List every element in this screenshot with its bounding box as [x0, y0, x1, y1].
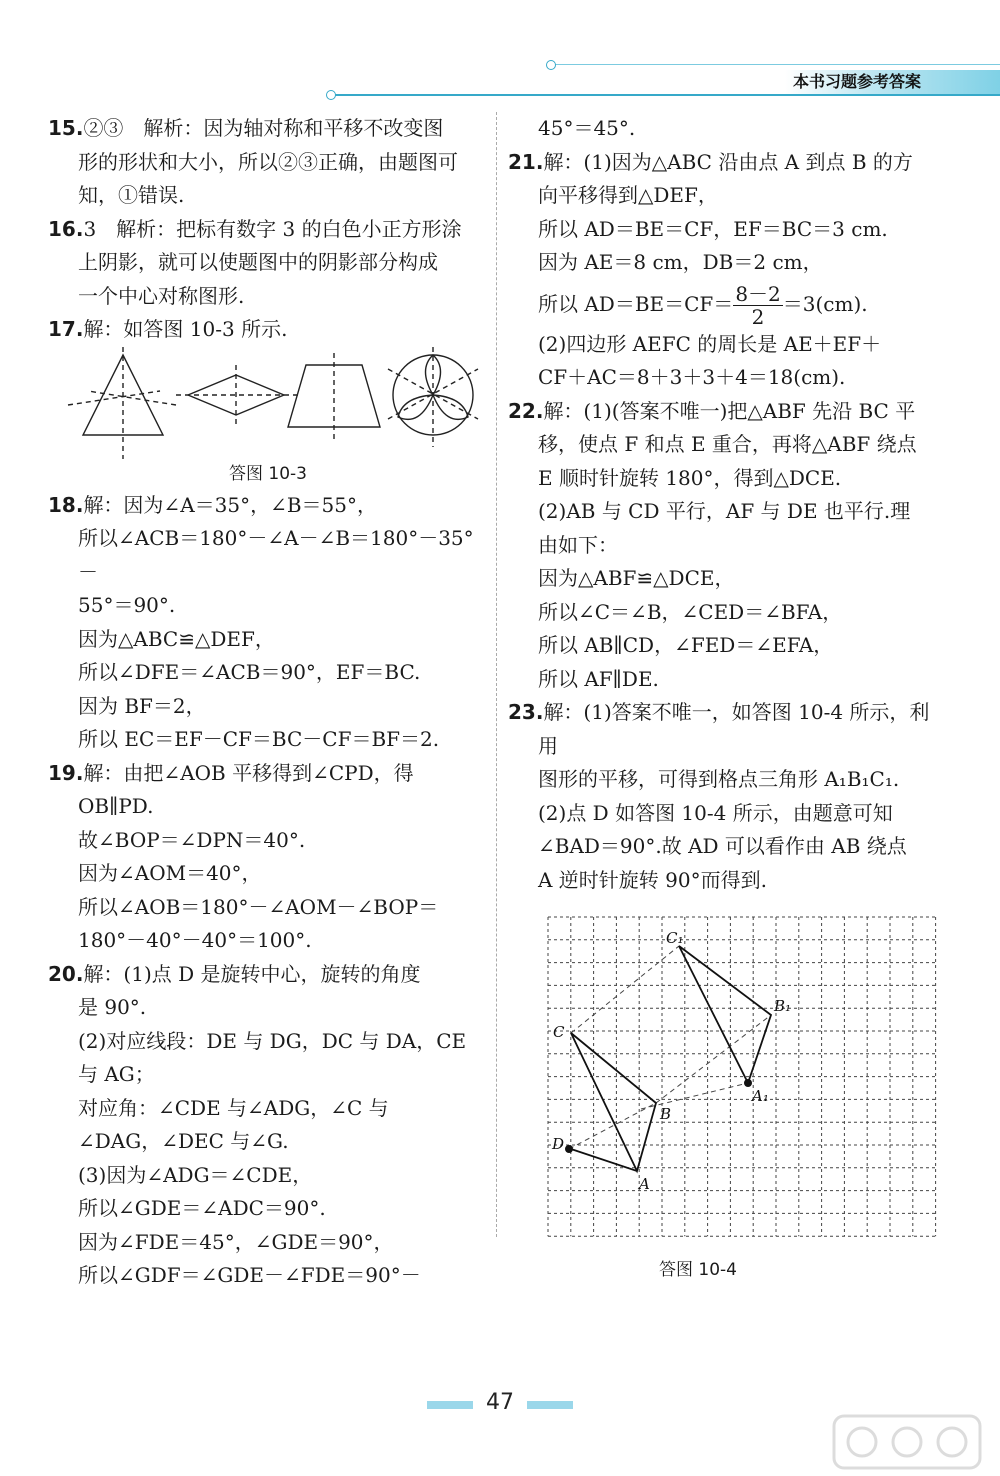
text-line [48, 313, 488, 347]
text-line [48, 891, 488, 925]
line-text: 所以 EC＝EF－CF＝BC－CF＝BF＝2. [78, 727, 440, 751]
text-line [508, 462, 948, 496]
line-text: 上阴影，就可以使题图中的阴影部分构成 [78, 250, 438, 274]
line-text: 是 90°. [78, 995, 147, 1019]
question-number: 20. [48, 961, 84, 986]
line-text: 移，使点 F 和点 E 重合，再将△ABF 绕点 [538, 432, 917, 456]
line-text: 解：因为∠A＝35°，∠B＝55°， [83, 492, 377, 517]
line-text: 形的形状和大小，所以②③正确，由题图可 [78, 149, 458, 174]
text-line [508, 562, 948, 596]
column-divider [496, 112, 497, 1237]
watermark-logo [832, 1412, 982, 1472]
line-text: 所以∠DFE＝∠ACB＝90°，EF＝BC. [78, 660, 421, 684]
line-text: 180°－40°－40°＝100°. [78, 928, 312, 952]
text-line [508, 596, 948, 630]
page-number: 47 [486, 1390, 514, 1415]
answers-18-20 [48, 489, 488, 1293]
text-line [48, 1125, 488, 1159]
text-line [48, 246, 488, 280]
line-text: 所以∠GDE＝∠ADC＝90°. [78, 1196, 326, 1220]
label-A1: A₁ [752, 1087, 769, 1105]
line-text: 因为∠FDE＝45°，∠GDE＝90°， [78, 1229, 394, 1254]
line-text: 知，①错误. [78, 183, 185, 207]
fraction-denominator: 2 [751, 304, 765, 329]
line-text: ②③ 解析：因为轴对称和平移不改变图 [83, 116, 444, 140]
text-line [48, 1259, 488, 1293]
footer-bar-left [427, 1401, 473, 1409]
text-line [508, 213, 948, 247]
line-text: 解：(1)答案不唯一，如答图 10-4 所示，利用 [538, 700, 930, 758]
line-text: 解：由把∠AOB 平移得到∠CPD，得 [83, 760, 414, 785]
label-B: B [660, 1105, 672, 1123]
line-text: 所以∠ACB＝180°－∠A－∠B＝180°－35°－ [78, 526, 474, 584]
question-number: 22. [508, 398, 544, 423]
question-number: 17. [48, 317, 84, 341]
text-line [48, 179, 488, 213]
question-number: 16. [48, 216, 84, 241]
label-C: C [553, 1023, 565, 1041]
text-line [508, 629, 948, 663]
text-line [48, 1092, 488, 1126]
text-line [48, 146, 488, 180]
line-text: 由如下： [538, 532, 618, 557]
line-text: OB∥PD. [78, 794, 154, 818]
figure-10-3 [48, 347, 488, 459]
text-line [508, 797, 948, 831]
line-text: 55°＝90°. [78, 593, 176, 617]
label-D: D [552, 1135, 565, 1153]
text-line [48, 656, 488, 690]
figure-caption: 答图 10-4 [659, 1260, 737, 1280]
line-text: 解：如答图 10-3 所示. [83, 317, 288, 341]
figure-10-4 [508, 903, 948, 1255]
question-number: 15. [48, 116, 84, 140]
question-number: 18. [48, 492, 84, 517]
running-header: 本书习题参考答案 [785, 70, 1000, 94]
line-text: 解：(1)点 D 是旋转中心，旋转的角度 [83, 961, 421, 986]
text-line [508, 395, 948, 429]
left-column [48, 112, 488, 1293]
label-C1: C₁ [666, 929, 684, 947]
text-line [48, 589, 488, 623]
text-line [508, 428, 948, 462]
text-line [508, 246, 948, 280]
text-line [508, 830, 948, 864]
line-text: 所以 AF∥DE. [538, 666, 659, 691]
line-text: 因为△ABC≌△DEF， [78, 626, 275, 651]
text-line [48, 991, 488, 1025]
header-dot [546, 60, 556, 70]
text-line [48, 1226, 488, 1260]
text-line [48, 824, 488, 858]
question-number: 23. [508, 700, 544, 724]
question-number: 21. [508, 149, 544, 174]
text-line [48, 958, 488, 992]
line-text: 所以∠C＝∠B，∠CED＝∠BFA， [538, 599, 843, 624]
fraction-numerator: 8－2 [735, 281, 781, 306]
triangle-A1B1C1 [679, 946, 771, 1083]
text-line [48, 522, 488, 589]
text-line [48, 489, 488, 523]
text-line [48, 924, 488, 958]
header-rule-thin [550, 64, 1000, 65]
line-text: 解：(1)因为△ABC 沿由点 A 到点 B 的方 [543, 149, 913, 174]
text-line [48, 623, 488, 657]
circle-petal-shape [388, 347, 478, 447]
line-text: (2)对应线段：DE 与 DG，DC 与 DA，CE [78, 1028, 467, 1053]
text-line [508, 146, 948, 180]
point-D [565, 1145, 573, 1153]
line-text: 所以∠GDF＝∠GDE－∠FDE＝90°－ [78, 1263, 421, 1287]
grid-lines [548, 917, 936, 1236]
text-line [508, 864, 948, 898]
text-line [508, 179, 948, 213]
text-line [508, 495, 948, 529]
text-line [48, 790, 488, 824]
text-line [508, 529, 948, 563]
fraction-prefix: 所以 AD＝BE＝CF＝ [538, 291, 734, 316]
line-text: (2)四边形 AEFC 的周长是 AE＋EF＋ [538, 331, 882, 356]
line-text: 45°＝45°. [538, 116, 636, 140]
text-line [508, 112, 948, 146]
text-line [48, 1058, 488, 1092]
header-rule [330, 94, 1000, 96]
line-text: 所以∠AOB＝180°－∠AOM－∠BOP＝ [78, 894, 439, 919]
triangle-ABC [571, 1033, 656, 1171]
text-line [48, 690, 488, 724]
triangle-shape [68, 347, 176, 459]
answers-15-17 [48, 112, 488, 347]
line-text: E 顺时针旋转 180°，得到△DCE. [538, 465, 842, 490]
figure-caption: 答图 10-3 [229, 463, 307, 484]
line-text: 因为 AE＝8 cm，DB＝2 cm， [538, 250, 823, 274]
text-line [48, 1192, 488, 1226]
label-B1: B₁ [774, 997, 792, 1015]
line-text: 因为 BF＝2， [78, 693, 206, 718]
text-line [508, 328, 948, 362]
line-text: 故∠BOP＝∠DPN＝40°. [78, 827, 306, 852]
text-line [48, 1025, 488, 1059]
text-line [48, 857, 488, 891]
answers-20-21 [508, 112, 948, 280]
line-text: 对应角：∠CDE 与∠ADG，∠C 与 [78, 1095, 389, 1120]
text-line [508, 361, 948, 395]
text-line [48, 757, 488, 791]
fraction-suffix: ＝3(cm). [782, 291, 868, 316]
line-text: 图形的平移，可得到格点三角形 A₁B₁C₁. [538, 767, 900, 791]
point-A1 [744, 1079, 752, 1087]
line-text: 与 AG； [78, 1062, 155, 1086]
line-text: 因为∠AOM＝40°， [78, 861, 262, 885]
line-text: A 逆时针旋转 90°而得到. [538, 867, 767, 892]
line-text: ∠DAG，∠DEC 与∠G. [78, 1129, 289, 1153]
text-line [508, 763, 948, 797]
line-text: 向平移得到△DEF， [538, 183, 718, 207]
line-text: (3)因为∠ADG＝∠CDE， [78, 1162, 313, 1187]
text-line [508, 696, 948, 763]
line-text: 所以 AD＝BE＝CF，EF＝BC＝3 cm. [538, 216, 888, 241]
text-line [48, 1159, 488, 1193]
line-text: 所以 AB∥CD，∠FED＝∠EFA， [538, 633, 834, 657]
line-text: (2)点 D 如答图 10-4 所示，由题意可知 [538, 800, 893, 825]
text-line [48, 280, 488, 314]
line-text: 解：(1)(答案不唯一)把△ABF 先沿 BC 平 [543, 398, 916, 423]
right-column [508, 112, 948, 1285]
line-text: 因为△ABF≌△DCE， [538, 566, 735, 590]
question-number: 19. [48, 760, 84, 785]
answers-21-23 [508, 328, 948, 898]
footer-bar-right [527, 1401, 573, 1409]
fraction [733, 283, 782, 328]
trapezoid-shape [288, 353, 380, 439]
text-line [48, 723, 488, 757]
label-A: A [639, 1175, 650, 1193]
line-text: 3 解析：把标有数字 3 的白色小正方形涂 [83, 216, 462, 241]
rhombus-shape [176, 365, 298, 425]
line-text: CF＋AC＝8＋3＋3＋4＝18(cm). [538, 365, 846, 389]
line-text: (2)AB 与 CD 平行，AF 与 DE 也平行.理 [538, 499, 911, 523]
fraction-line [508, 280, 948, 328]
header-dot [326, 90, 336, 100]
line-text: ∠BAD＝90°.故 AD 可以看作由 AB 绕点 [538, 834, 907, 858]
text-line [48, 112, 488, 146]
line-text: 一个中心对称图形. [78, 283, 245, 308]
text-line [508, 663, 948, 697]
text-line [48, 213, 488, 247]
